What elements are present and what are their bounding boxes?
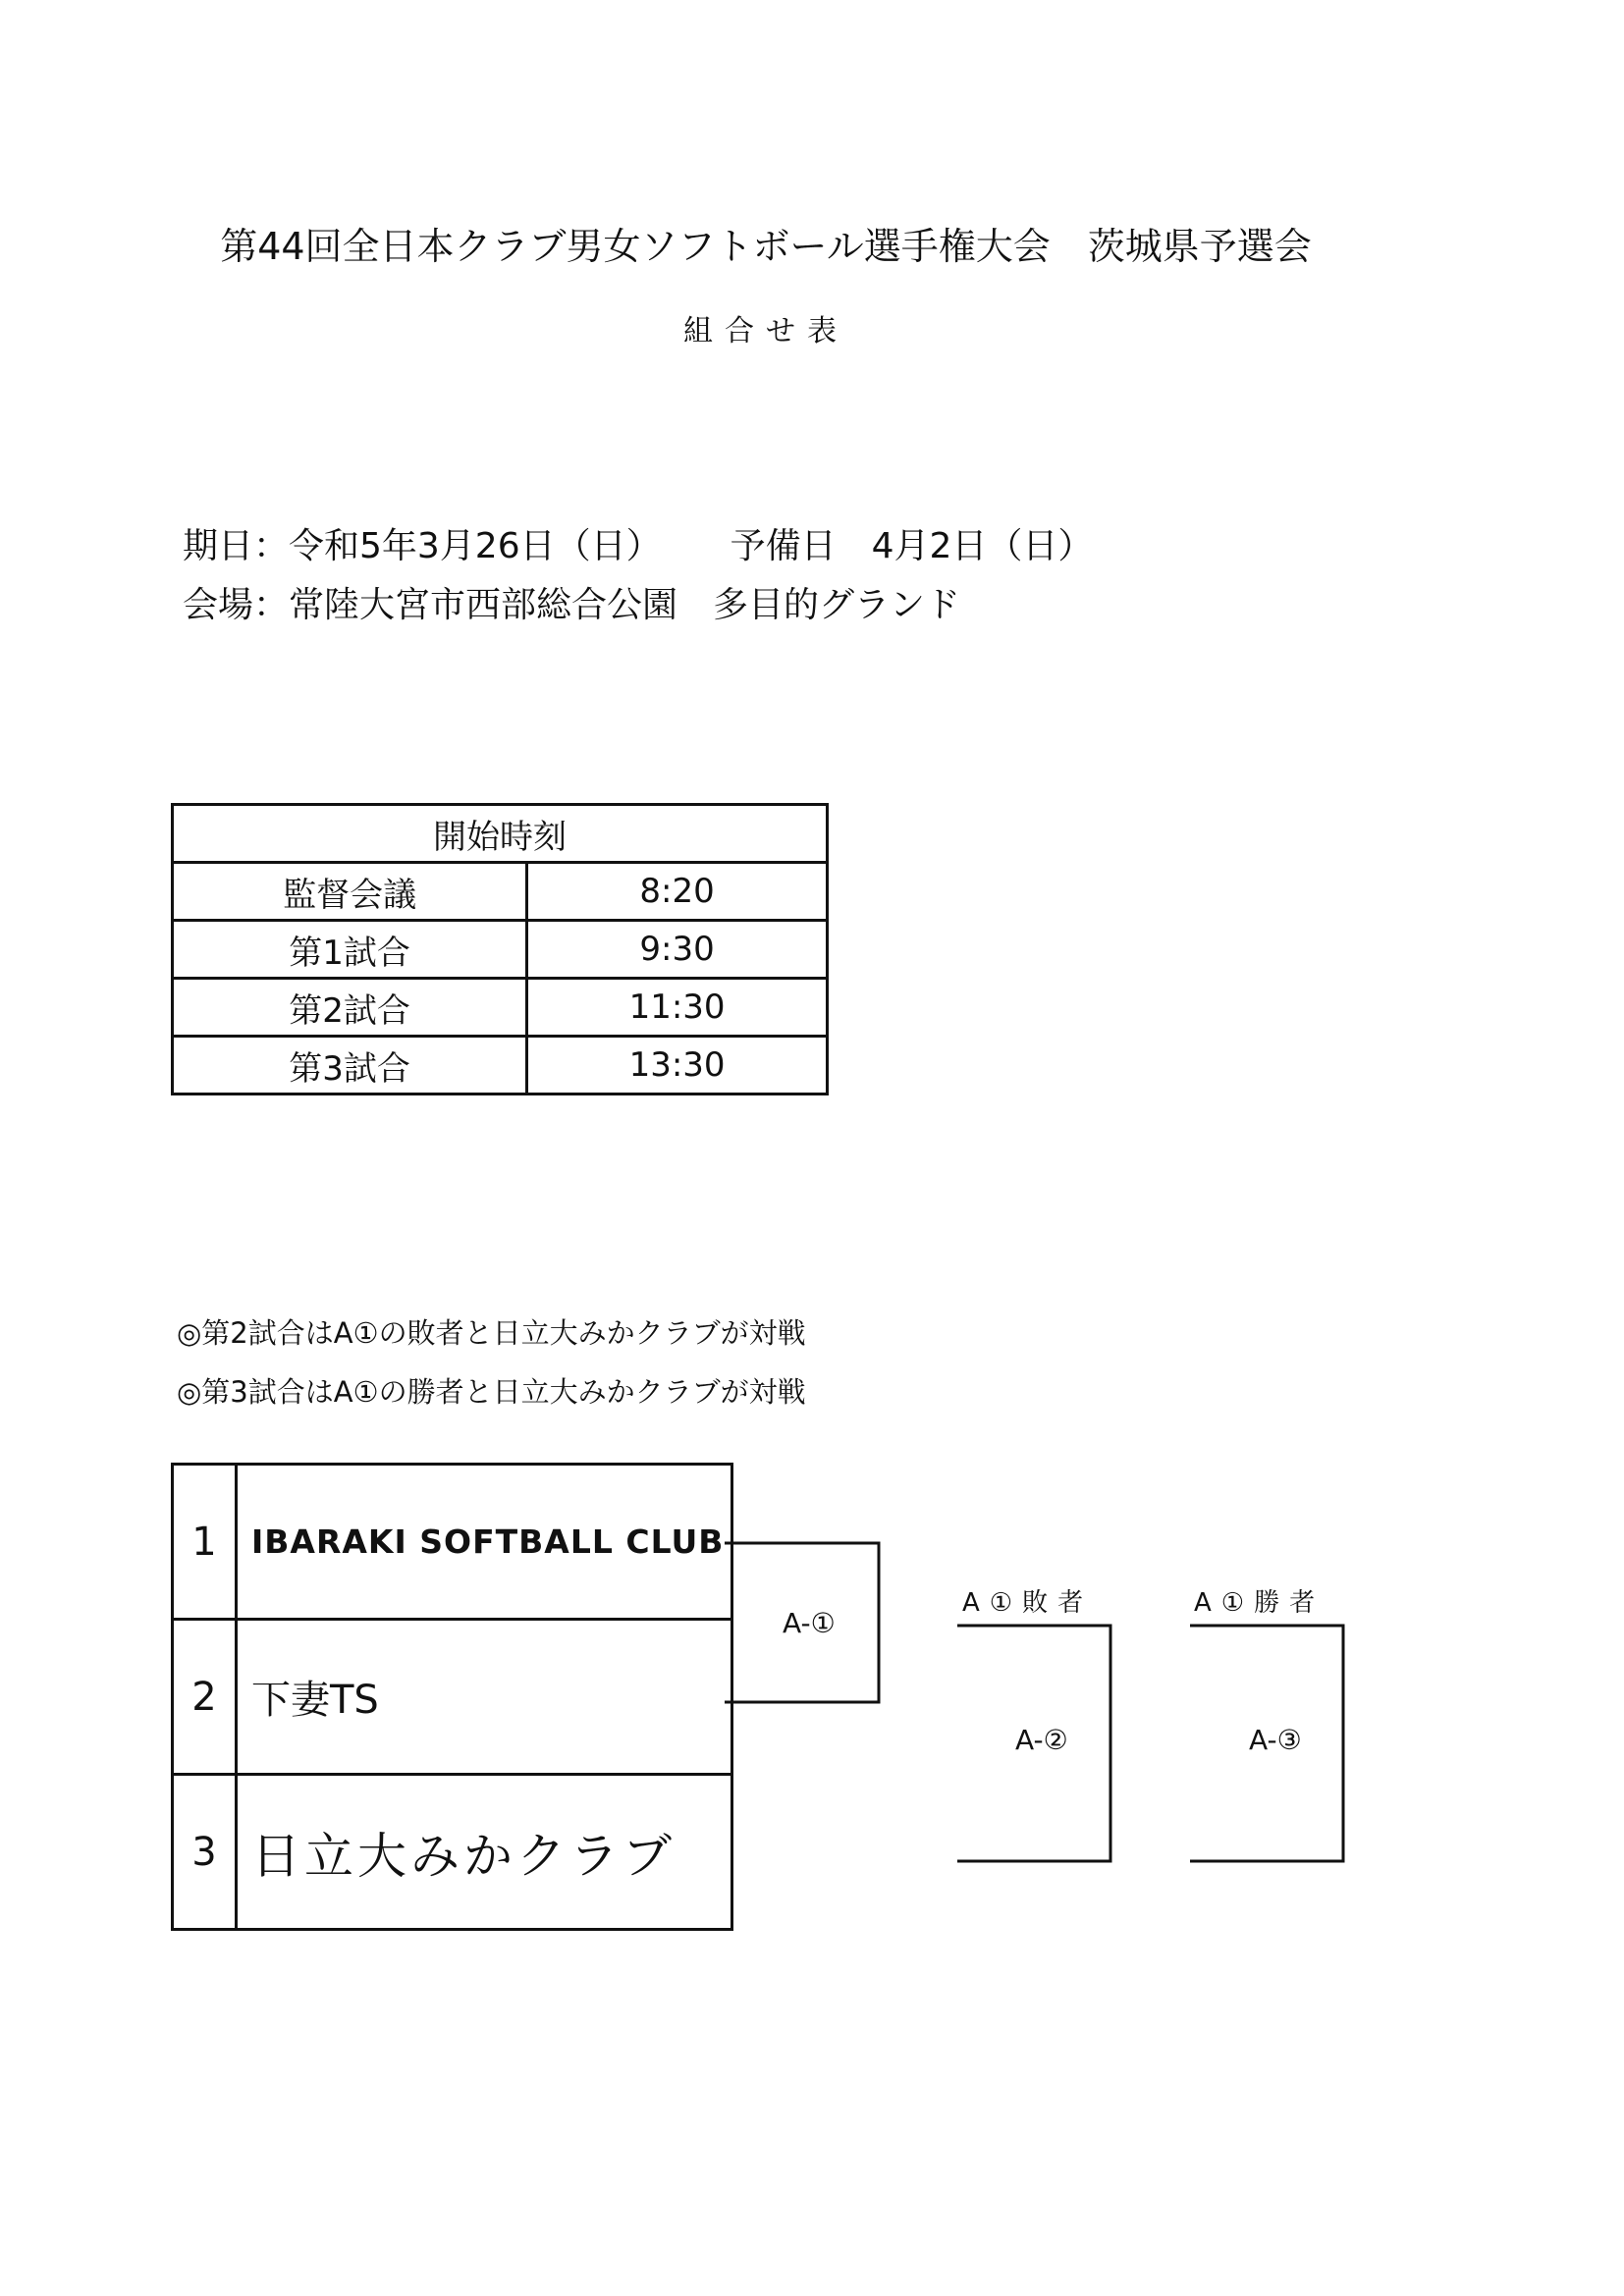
- schedule-event: 第2試合: [173, 979, 527, 1037]
- schedule-header: 開始時刻: [173, 805, 828, 863]
- team-number: 2: [173, 1620, 237, 1775]
- match1-label: A-①: [783, 1607, 836, 1639]
- match2-label: A-②: [1015, 1724, 1068, 1756]
- venue-label: 会場：常陸大宮市西部総合公園 多目的グランド: [183, 585, 961, 625]
- schedule-time: 9:30: [527, 921, 828, 979]
- winner-label: A①勝者: [1194, 1588, 1326, 1618]
- loser-label: A①敗者: [962, 1588, 1094, 1618]
- team-number: 1: [173, 1465, 237, 1620]
- match3-label: A-③: [1249, 1724, 1302, 1756]
- page-subtitle: 組合せ表: [683, 314, 848, 348]
- schedule-time: 8:20: [527, 863, 828, 921]
- date-label: 期日：令和5年3月26日（日）: [183, 526, 662, 566]
- page-title: 第44回全日本クラブ男女ソフトボール選手権大会 茨城県予選会: [220, 225, 1312, 268]
- team-name: 日立大みかクラブ: [237, 1775, 732, 1930]
- schedule-time: 11:30: [527, 979, 828, 1037]
- reserve-date-label: 予備日 4月2日（日）: [730, 526, 1094, 566]
- note-match2: ◎第2試合はA①の敗者と日立大みかクラブが対戦: [177, 1316, 806, 1350]
- team-name: 下妻TS: [237, 1620, 732, 1775]
- schedule-event: 第1試合: [173, 921, 527, 979]
- team-number: 3: [173, 1775, 237, 1930]
- schedule-event: 監督会議: [173, 863, 527, 921]
- schedule-time: 13:30: [527, 1037, 828, 1095]
- team-name: IBARAKI SOFTBALL CLUB: [237, 1465, 732, 1620]
- note-match3: ◎第3試合はA①の勝者と日立大みかクラブが対戦: [177, 1375, 806, 1409]
- schedule-event: 第3試合: [173, 1037, 527, 1095]
